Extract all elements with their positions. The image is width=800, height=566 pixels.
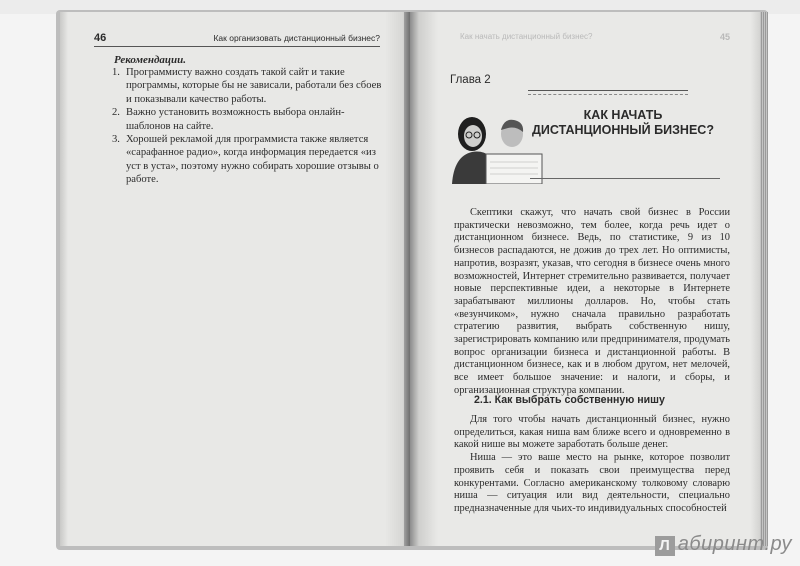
- intro-paragraph: Скептики скажут, что начать свой бизнес в России практически невозможно, тем более, когда речь идет о дистанционном бизнесе. Ведь, по статистике, 9 из 10 бизнесов распадаются, не дожив до трех лет. Но оптимисты, напротив, возразят, указав, что сегодня в бизнесе очень много возможностей, Интернет стремительно развивается, получает новые перспективные идеи, а некоторые в Интернете зарабатывают миллионы долларов. Но, чтобы стать «везунчиком», нужно сначала правильно разработать стратегию развития, выбрать собственную нишу, зарегистрировать компанию или предпринимателя, продумать вопрос организации бизнеса и дистанционной работы. В дистанционном бизнесе, как и в любом другом, нет мелочей, все имеет большое значение: и налоги, и сборы, и организационная структура компании.: [454, 207, 730, 396]
- recommendation-number: 2.: [112, 107, 120, 119]
- section-text: [454, 414, 730, 516]
- left-running-head: Как организовать дистанционный бизнес?: [213, 33, 380, 43]
- chapter-title-line2: ДИСТАНЦИОННЫЙ БИЗНЕС?: [532, 123, 714, 137]
- recommendation-text: Важно установить возможность выбора онлайн-шаблонов на сайте.: [126, 107, 345, 132]
- recommendation-item: [112, 133, 382, 187]
- right-running-head: Как начать дистанционный бизнес?: [460, 32, 593, 41]
- recommendation-item: [112, 66, 382, 106]
- watermark-logo: Л: [655, 536, 675, 556]
- right-page: [410, 12, 762, 546]
- recommendations-title: Рекомендации.: [114, 54, 187, 66]
- store-watermark: [655, 533, 792, 556]
- recommendation-number: 1.: [112, 67, 120, 78]
- chapter-rule: [528, 90, 688, 91]
- recommendation-item: [112, 106, 382, 133]
- intro-text: [454, 207, 730, 398]
- watermark-text: абиринт.ру: [677, 533, 792, 555]
- chapter-title: [528, 108, 718, 138]
- left-page-header: [94, 32, 380, 47]
- section-paragraph: Для того чтобы начать дистанционный бизнес, нужно определиться, какая ниша вам ближе всего и одновременно в какой нише вы можете заработать больше денег.: [454, 414, 730, 451]
- section-paragraph: Ниша — это ваше место на рынке, которое позволит проявить себя и показать свои преимущества перед конкурентами. Согласно американскому толковому словарю ниша — ситуация или вид деятельности, специально предназначенные для чьих-то индивидуальных способностей: [454, 452, 730, 514]
- recommendation-number: 3.: [112, 134, 120, 146]
- illustration-baseline: [530, 178, 720, 179]
- section-heading: 2.1. Как выбрать собственную нишу: [474, 394, 665, 406]
- left-page: [60, 12, 410, 546]
- chapter-label: Глава 2: [450, 74, 491, 86]
- recommendation-text: Программисту важно создать такой сайт и такие программы, которые бы не зависали, работали без сбоев и показывали качество работы.: [126, 67, 382, 105]
- right-page-header-faint: [460, 32, 730, 46]
- left-page-number: 46: [94, 32, 107, 44]
- recommendations-list: [112, 66, 382, 187]
- page-edges: [760, 12, 768, 546]
- recommendation-text: Хорошей рекламой для программиста также является «сарафанное радио», когда информация передается «из уст в уста», поэтому нужно собирать хорошие отзывы о работе.: [126, 134, 379, 186]
- chapter-rule-dashed: [528, 94, 688, 95]
- right-page-number: 45: [719, 32, 730, 42]
- chapter-title-line1: КАК НАЧАТЬ: [583, 108, 663, 122]
